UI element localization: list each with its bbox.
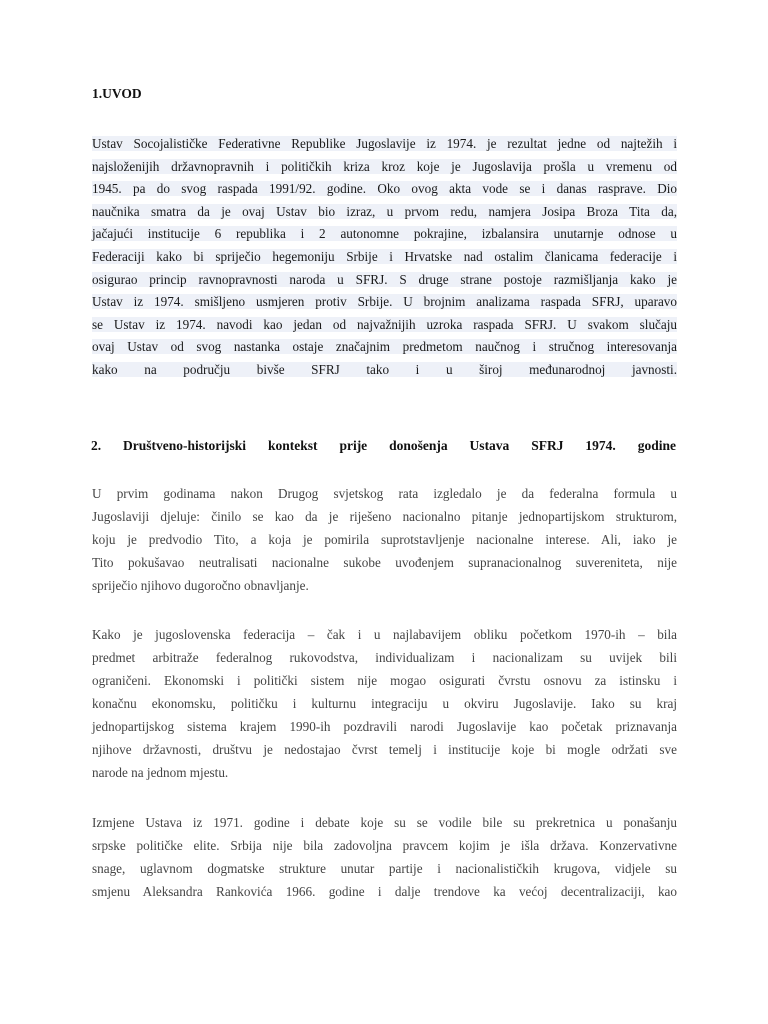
text-line: Tito pokušavao neutralisati nacionalne sukobe uvođenjem supranacionalnog suvereniteta, nije [92, 555, 677, 570]
text-line: jednopartijskog sistema krajem 1990-ih pozdravili narodi Jugoslavije kao početak priznavanja [92, 719, 677, 734]
section-heading-context: 2. Društveno-historijski kontekst prije donošenja Ustava SFRJ 1974. godine [91, 438, 676, 453]
paragraph-context-3 [92, 811, 677, 903]
text-line: jačajući institucije 6 republika i 2 autonomne pokrajine, izbalansira unutarnje odnose u [92, 226, 677, 242]
text-line: Izmjene Ustava iz 1971. godine i debate koje su se vodile bile su prekretnica u ponašanju [92, 815, 677, 830]
text-line: ovaj Ustav od svog nastanka ostaje značajnim predmetom naučnog i stručnog interesovanja [92, 339, 677, 355]
text-line: Jugoslaviji djeluje: činilo se kao da je riješeno nacionalno pitanje jednopartijskom strukturom, [92, 509, 677, 524]
text-line: predmet arbitraže federalnog rukovodstva, individualizam i nacionalizam su uvijek bili [92, 650, 677, 665]
text-line: narode na jednom mjestu. [92, 765, 229, 780]
text-line: Federaciji kako bi spriječio hegemoniju Srbije i Hrvatske nad ostalim članicama federacije i [92, 248, 677, 264]
text-line: naučnika smatra da je ovaj Ustav bio izraz, u prvom redu, namjera Josipa Broza Tita da, [92, 203, 677, 219]
text-line: kako na području bivše SFRJ tako i u široj međunarodnoj javnosti. [92, 361, 677, 377]
text-line: koju je predvodio Tito, a koja je pomirila suprotstavljenje nacionalne interese. Ali, iako je [92, 532, 677, 547]
text-line: se Ustav iz 1974. navodi kao jedan od najvažnijih uzroka raspada SFRJ. U svakom slučaju [92, 316, 677, 332]
paragraph-context-1 [92, 482, 677, 597]
text-line: Ustav iz 1974. smišljeno usmjeren protiv Srbije. U brojnim analizama raspada SFRJ, uparavo [92, 294, 677, 310]
text-line: osigurao princip ravnopravnosti naroda u SFRJ. S druge strane postoje razmišljanja kako je [92, 271, 677, 287]
text-line: spriječio njihovo dugoročno obnavljanje. [92, 578, 309, 593]
text-line: njihove državnosti, društvu je nedostajao čvrst temelj i institucije koje bi mogle održati sve [92, 742, 677, 757]
text-line: najsloženijih državnopravnih i političkih kriza kroz koje je Jugoslavija prošla u vremenu od [92, 158, 677, 174]
text-line: Ustav Socojalističke Federativne Republike Jugoslavije iz 1974. je rezultat jedne od najtežih i [92, 136, 677, 151]
paragraph-intro [92, 133, 677, 382]
text-line: konačnu ekonomsku, političku i kulturnu integraciju u okviru Jugoslavije. Iako su kraj [92, 696, 677, 711]
text-line: srpske političke elite. Srbija nije bila zadovoljna pravcem kojim je išla država. Konzervativne [92, 838, 677, 853]
text-line: ograničeni. Ekonomski i politički sistem nije mogao osigurati čvrstu osnovu za istinsku i [92, 673, 677, 688]
text-line: U prvim godinama nakon Drugog svjetskog rata izgledalo je da federalna formula u [92, 486, 677, 501]
text-line: smjenu Aleksandra Rankovića 1966. godine i dalje trendove ka većoj decentralizaciji, kao [92, 884, 677, 899]
section-heading-uvod: 1.UVOD [92, 86, 142, 101]
text-line: snage, uglavnom dogmatske strukture unutar partije i nacionalističkih krugova, vidjele su [92, 861, 677, 876]
paragraph-context-2 [92, 623, 677, 784]
text-line: Kako je jugoslovenska federacija – čak i u najlabavijem obliku početkom 1970-ih – bila [92, 627, 677, 642]
text-line: 1945. pa do svog raspada 1991/92. godine. Oko ovog akta vode se i danas rasprave. Dio [92, 181, 677, 197]
